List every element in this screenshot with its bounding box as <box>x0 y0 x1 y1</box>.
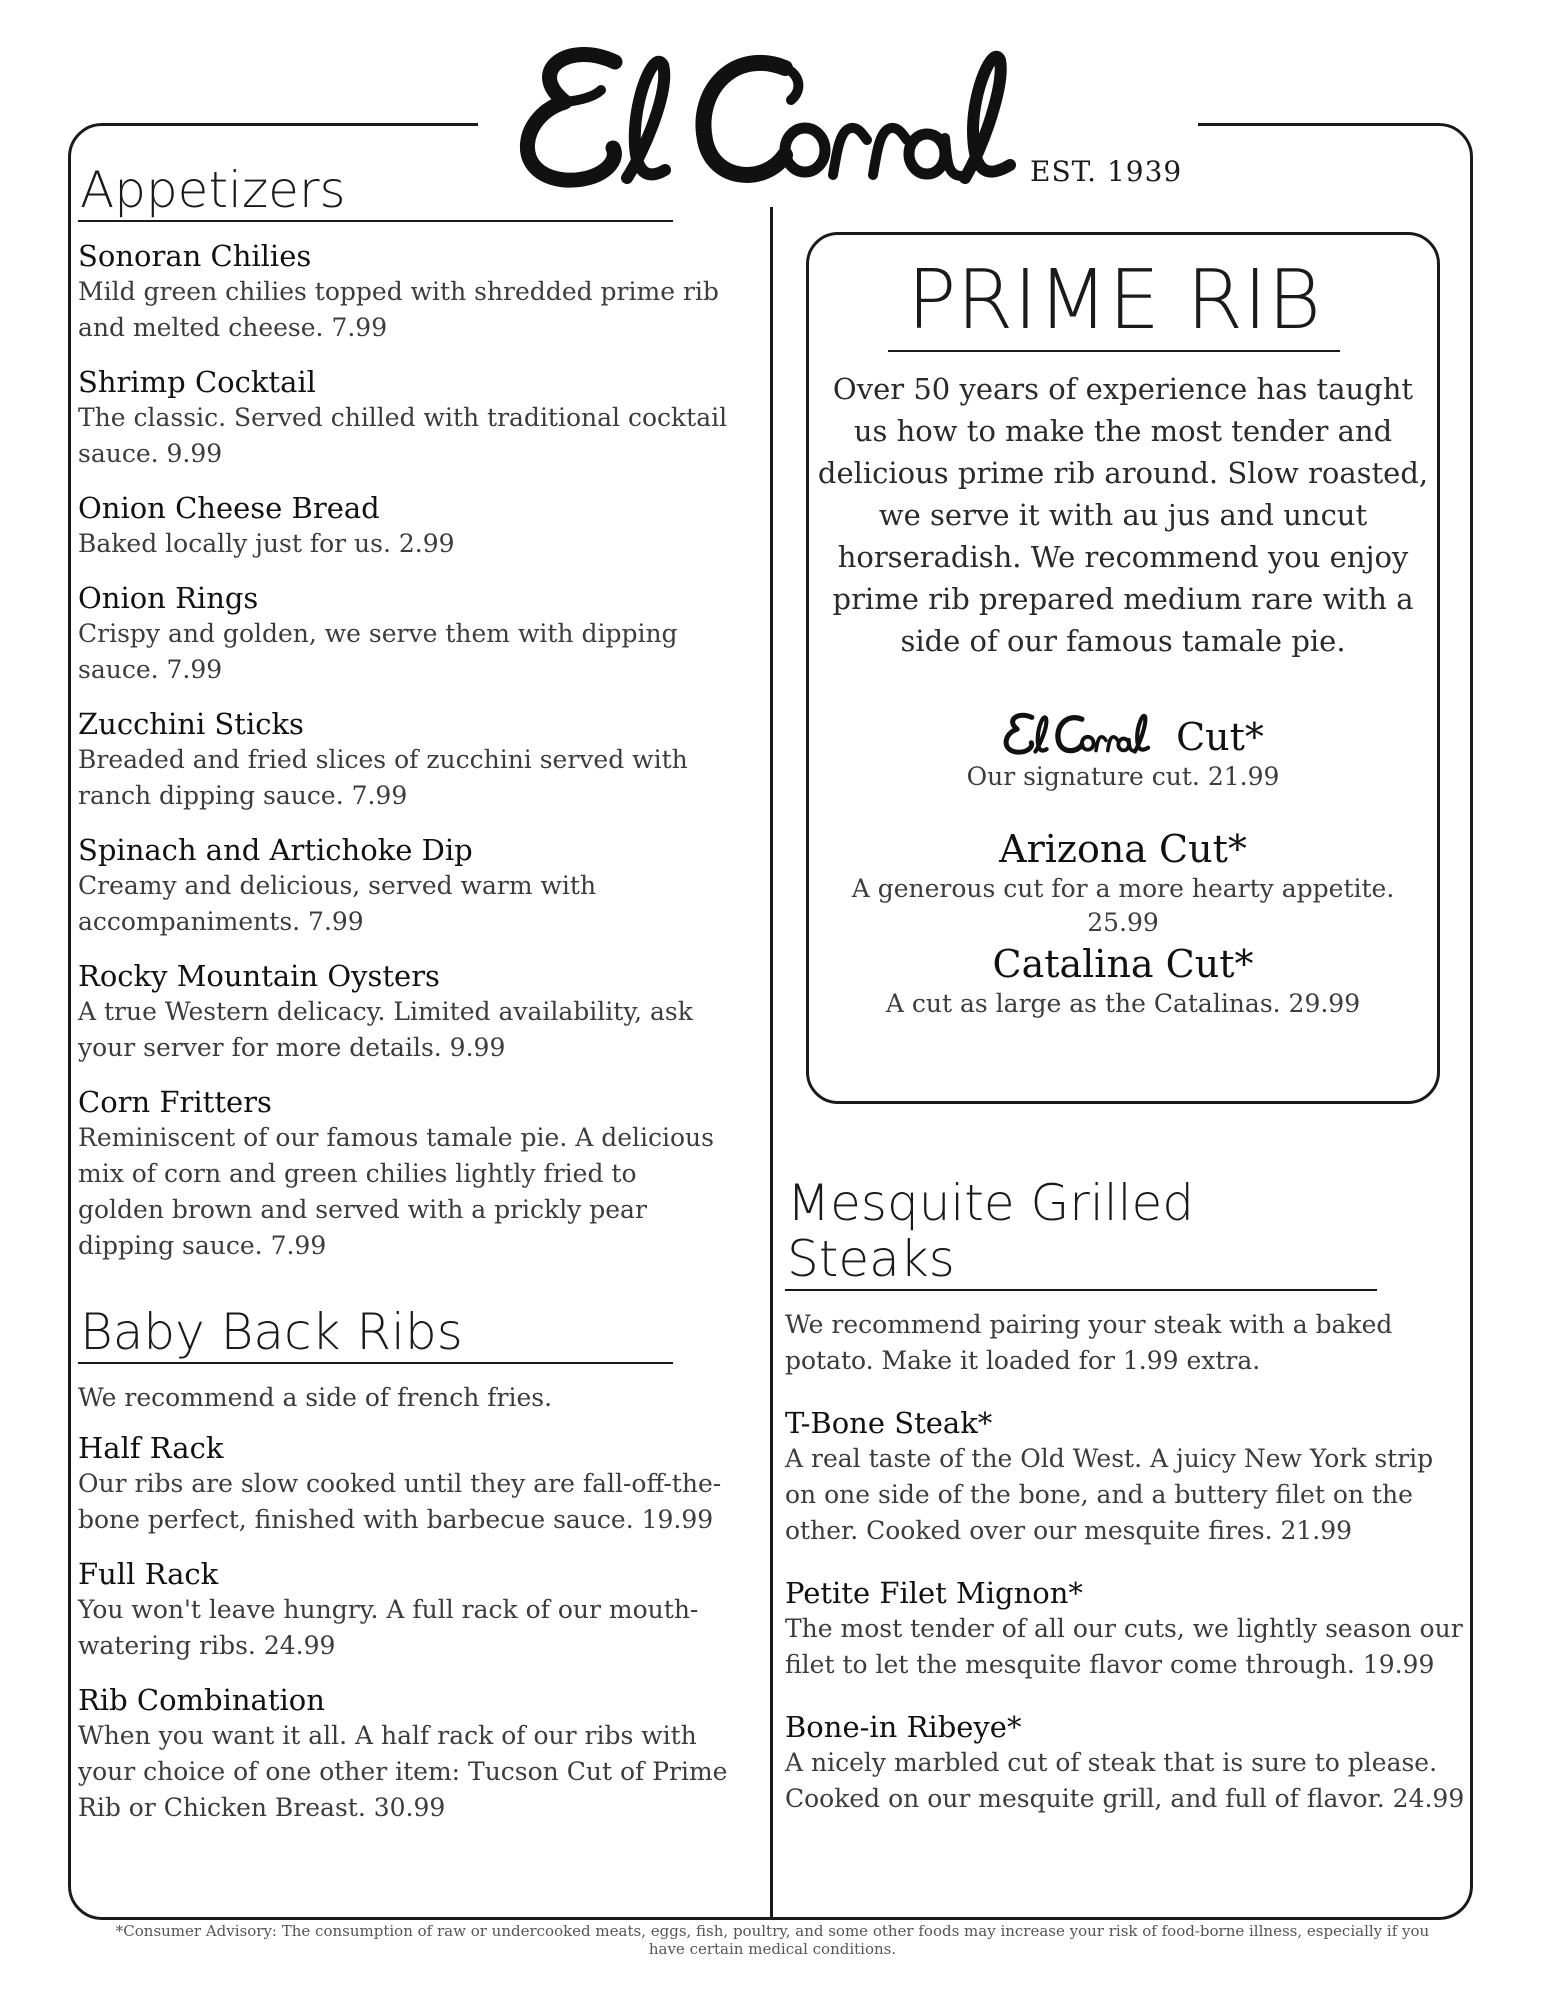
established-year: EST. 1939 <box>1030 155 1183 188</box>
item-name: Spinach and Artichoke Dip <box>78 833 473 867</box>
item-name: Shrimp Cocktail <box>78 365 316 399</box>
menu-item <box>78 706 728 814</box>
item-name: Full Rack <box>78 1557 219 1591</box>
item-name: T-Bone Steak* <box>785 1406 993 1440</box>
item-name: Rib Combination <box>78 1683 325 1717</box>
column-divider <box>770 207 773 1920</box>
item-name: Sonoran Chilies <box>78 239 312 273</box>
item-description: Mild green chilies topped with shredded prime rib and melted cheese. 7.99 <box>78 277 719 342</box>
catalina-cut-name: Catalina Cut* <box>992 942 1254 986</box>
item-description: A true Western delicacy. Limited availability, ask your server for more details. 9.99 <box>78 997 693 1062</box>
menu-item <box>78 1682 728 1826</box>
catalina-cut-description: A cut as large as the Catalinas. 29.99 <box>885 989 1361 1018</box>
item-description: The classic. Served chilled with traditional cocktail sauce. 9.99 <box>78 403 728 468</box>
appetizers-section <box>78 162 728 1264</box>
ribs-section <box>78 1304 728 1826</box>
item-name: Half Rack <box>78 1431 224 1465</box>
menu-item <box>78 490 728 562</box>
left-column <box>78 162 728 1844</box>
item-description: Baked locally just for us. 2.99 <box>78 529 455 558</box>
consumer-advisory: *Consumer Advisory: The consumption of raw or undercooked meats, eggs, fish, poultry, and some other foods may increase your risk of food-borne illness, especially if you have certain medical conditions. <box>115 1922 1430 1958</box>
ribs-heading: Baby Back Ribs <box>78 1304 673 1364</box>
menu-item <box>78 958 728 1066</box>
menu-item <box>785 1709 1465 1817</box>
prime-rib-intro: Over 50 years of experience has taught us how to make the most tender and delicious prime rib around. Slow roasted, we serve it with au jus and uncut horseradish. We recommend you enjoy prime rib prepared medium rare with a side of our famous tamale pie. <box>817 372 1429 658</box>
menu-item <box>78 832 728 940</box>
item-name: Onion Rings <box>78 581 259 615</box>
arizona-cut <box>812 826 1434 940</box>
catalina-cut <box>812 941 1434 1021</box>
steaks-heading: Mesquite Grilled Steaks <box>785 1175 1377 1291</box>
menu-item <box>78 238 728 346</box>
menu-item <box>78 1084 728 1264</box>
menu-item <box>785 1405 1465 1549</box>
item-description: Crispy and golden, we serve them with dipping sauce. 7.99 <box>78 619 678 684</box>
el-corral-mini-logo <box>982 708 1170 758</box>
menu-item <box>78 364 728 472</box>
item-name: Corn Fritters <box>78 1085 272 1119</box>
item-description: A nicely marbled cut of steak that is sure to please. Cooked on our mesquite grill, and full of flavor. 24.99 <box>785 1748 1465 1813</box>
signature-cut-description: Our signature cut. 21.99 <box>966 762 1280 791</box>
menu-item <box>78 1556 728 1664</box>
prime-rib-heading: PRIME RIB <box>888 256 1340 352</box>
arizona-cut-description: A generous cut for a more hearty appetite. 25.99 <box>851 874 1395 937</box>
signature-cut <box>812 708 1434 794</box>
arizona-cut-name: Arizona Cut* <box>999 827 1247 871</box>
menu-item <box>785 1575 1465 1683</box>
item-description: Breaded and fried slices of zucchini served with ranch dipping sauce. 7.99 <box>78 745 688 810</box>
menu-item <box>78 1430 728 1538</box>
item-description: Creamy and delicious, served warm with accompaniments. 7.99 <box>78 871 597 936</box>
item-name: Zucchini Sticks <box>78 707 304 741</box>
item-name: Petite Filet Mignon* <box>785 1576 1083 1610</box>
item-description: Our ribs are slow cooked until they are fall-off-the-bone perfect, finished with barbecue sauce. 19.99 <box>78 1469 722 1534</box>
item-name: Rocky Mountain Oysters <box>78 959 440 993</box>
signature-cut-name <box>812 708 1434 760</box>
item-description: You won't leave hungry. A full rack of our mouth-watering ribs. 24.99 <box>78 1595 699 1660</box>
ribs-note: We recommend a side of french fries. <box>78 1383 553 1412</box>
item-description: Reminiscent of our famous tamale pie. A delicious mix of corn and green chilies lightly fried to golden brown and served with a prickly pear dipping sauce. 7.99 <box>78 1123 714 1260</box>
signature-cut-suffix: Cut* <box>1176 715 1264 759</box>
item-name: Bone-in Ribeye* <box>785 1710 1022 1744</box>
steaks-section <box>785 1175 1465 1835</box>
item-name: Onion Cheese Bread <box>78 491 380 525</box>
item-description: When you want it all. A half rack of our ribs with your choice of one other item: Tucson Cut of Prime Rib or Chicken Breast. 30.99 <box>78 1721 728 1822</box>
item-description: A real taste of the Old West. A juicy New York strip on one side of the bone, and a buttery filet on the other. Cooked over our mesquite fires. 21.99 <box>785 1444 1434 1545</box>
appetizers-heading: Appetizers <box>78 162 673 222</box>
steaks-note: We recommend pairing your steak with a baked potato. Make it loaded for 1.99 extra. <box>785 1310 1393 1375</box>
item-description: The most tender of all our cuts, we lightly season our filet to let the mesquite flavor come through. 19.99 <box>785 1614 1463 1679</box>
menu-item <box>78 580 728 688</box>
